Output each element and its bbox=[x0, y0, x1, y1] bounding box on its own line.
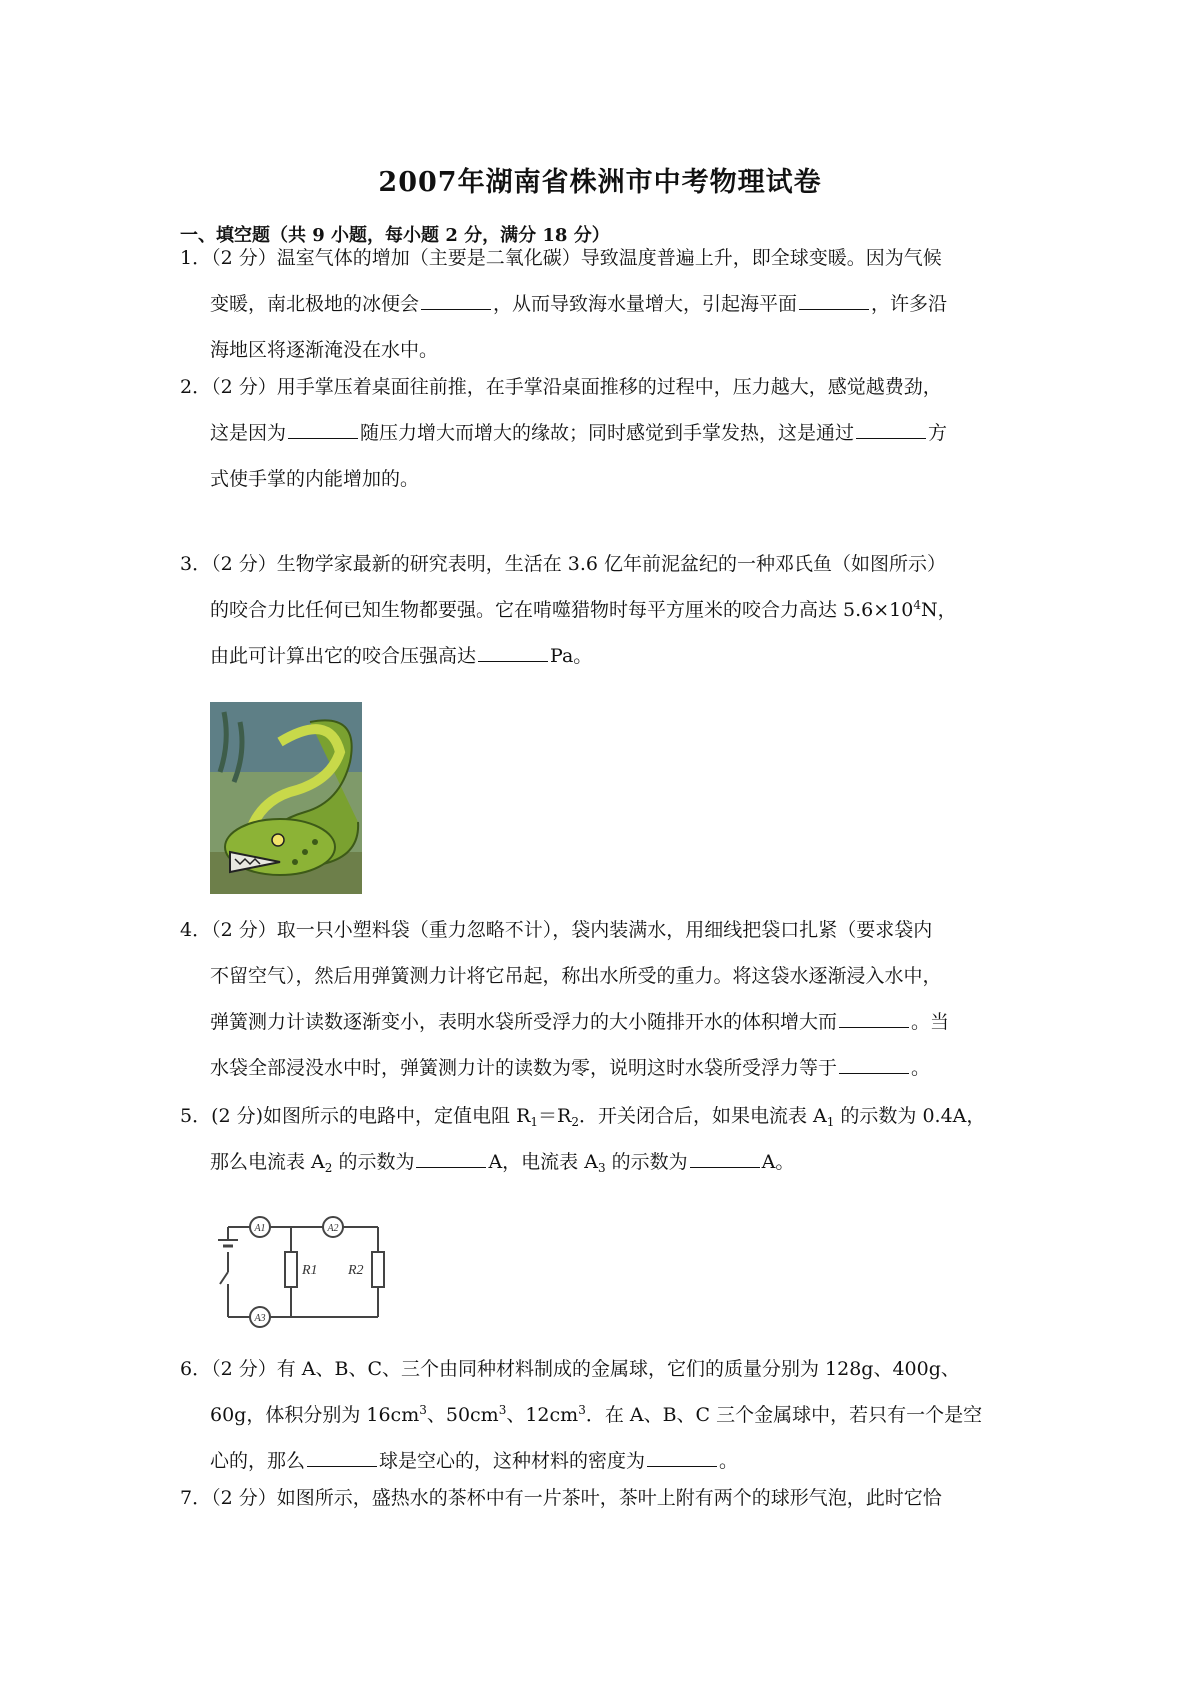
question-3 bbox=[180, 541, 1040, 679]
question-text: 式使手掌的内能增加的。 bbox=[210, 468, 420, 490]
answer-blank bbox=[856, 422, 926, 439]
a1-label: A1 bbox=[254, 1223, 266, 1234]
question-text: 弹簧测力计读数逐渐变小，表明水袋所受浮力的大小随排开水的体积增大而 。当 bbox=[210, 1011, 950, 1033]
r1-label: R1 bbox=[302, 1263, 318, 1278]
question-7 bbox=[180, 1475, 1040, 1521]
question-text: 7．（2 分）如图所示，盛热水的茶杯中有一片茶叶，茶叶上附有两个的球形气泡，此时它恰 bbox=[180, 1487, 942, 1509]
answer-blank bbox=[478, 645, 548, 662]
question-text: 心的，那么 球是空心的，这种材料的密度为 。 bbox=[210, 1450, 739, 1472]
resistor-r2 bbox=[372, 1252, 384, 1287]
resistor-r1 bbox=[285, 1252, 297, 1287]
answer-blank bbox=[288, 422, 358, 439]
question-1 bbox=[180, 235, 1040, 373]
question-2 bbox=[180, 364, 1040, 502]
question-text: 60g，体积分别为 $16cm^3$、$50cm^3$、$12cm^3$．在 A、B、C 三个金属球中，若只有一个是空 bbox=[210, 1403, 983, 1426]
dunkleosteus-fish-image bbox=[210, 702, 362, 894]
answer-blank bbox=[647, 1450, 717, 1467]
question-text: 水袋全部浸没水中时，弹簧测力计的读数为零，说明这时水袋所受浮力等于 。 bbox=[210, 1057, 931, 1079]
question-text: 3．（2 分）生物学家最新的研究表明，生活在 3.6 亿年前泥盆纪的一种邓氏鱼（如图所示） bbox=[180, 553, 947, 575]
question-5 bbox=[180, 1093, 1040, 1185]
question-text: 由此可计算出它的咬合压强高达 Pa。 bbox=[210, 645, 593, 667]
question-text: 6．（2 分）有 A、B、C、三个由同种材料制成的金属球，它们的质量分别为 128g、400g、 bbox=[180, 1358, 960, 1380]
answer-blank bbox=[839, 1011, 909, 1028]
question-text: 这是因为 随压力增大而增大的缘故；同时感觉到手掌发热，这是通过 方 bbox=[210, 422, 948, 444]
answer-blank bbox=[690, 1151, 760, 1168]
question-text: 海地区将逐渐淹没在水中。 bbox=[210, 339, 439, 361]
answer-blank bbox=[307, 1450, 377, 1467]
section-heading: 一、填空题（共 9 小题，每小题 2 分，满分 18 分） bbox=[180, 225, 610, 246]
answer-blank bbox=[421, 293, 491, 310]
question-4 bbox=[180, 907, 1040, 1091]
question-text: 变暖，南北极地的冰便会 ，从而导致海水量增大，引起海平面 ，许多沿 bbox=[210, 293, 948, 315]
answer-blank bbox=[416, 1151, 486, 1168]
r2-label: R2 bbox=[348, 1263, 364, 1278]
question-text: 那么电流表 $A_2$ 的示数为 A，电流表 $A_3$ 的示数为 A。 bbox=[210, 1151, 795, 1175]
question-text: 4．（2 分）取一只小塑料袋（重力忽略不计），袋内装满水，用细线把袋口扎紧（要求袋内 bbox=[180, 919, 933, 941]
page-title: 2007年湖南省株洲市中考物理试卷 bbox=[378, 167, 822, 198]
circuit-diagram bbox=[218, 1212, 398, 1332]
a2-label: A2 bbox=[327, 1223, 339, 1234]
answer-blank bbox=[799, 293, 869, 310]
question-text: 1．（2 分）温室气体的增加（主要是二氧化碳）导致温度普遍上升，即全球变暖。因为气候 bbox=[180, 247, 942, 269]
question-6 bbox=[180, 1346, 1040, 1484]
question-text: 2．（2 分）用手掌压着桌面往前推，在手掌沿桌面推移的过程中，压力越大，感觉越费劲， bbox=[180, 376, 942, 398]
question-text: 的咬合力比任何已知生物都要强。它在啃噬猎物时每平方厘米的咬合力高达 $5.6\times 10^4N$， bbox=[210, 598, 957, 621]
a3-label: A3 bbox=[254, 1313, 266, 1324]
question-text: 5．(2 分)如图所示的电路中，定值电阻 $R_1=R_2$．开关闭合后，如果电流表 $A_1$ 的示数为 0.4A， bbox=[180, 1105, 986, 1129]
question-text: 不留空气），然后用弹簧测力计将它吊起，称出水所受的重力。将这袋水逐渐浸入水中， bbox=[210, 965, 942, 987]
answer-blank bbox=[839, 1057, 909, 1074]
